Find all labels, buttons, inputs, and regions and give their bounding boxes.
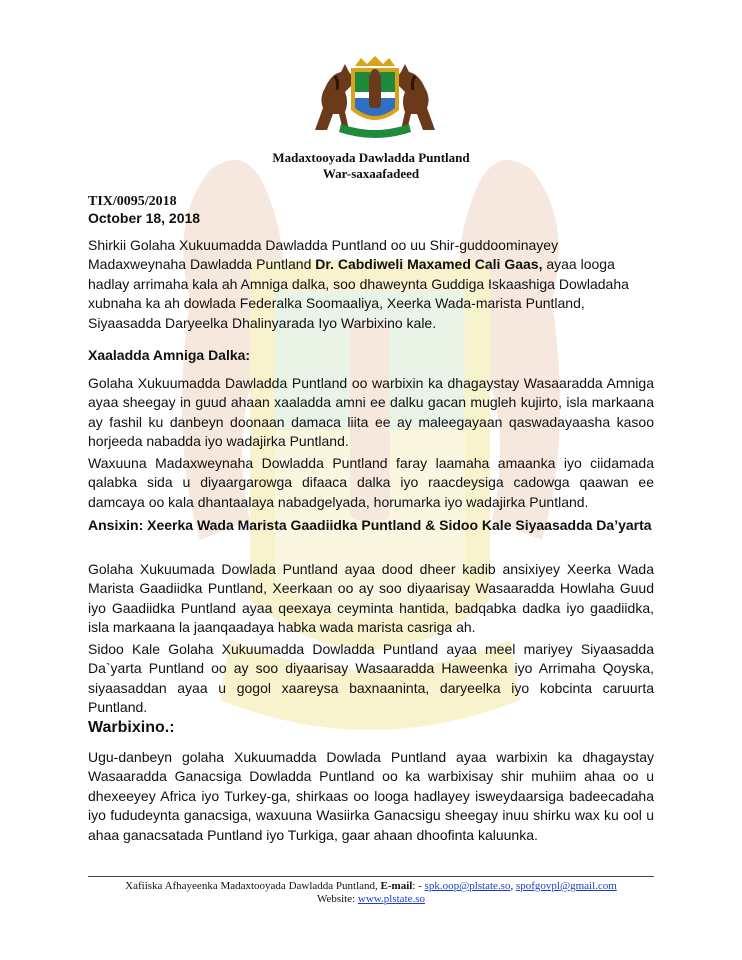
footer-email-separator: : - <box>412 880 425 892</box>
footer-email-label: E-mail <box>380 880 413 892</box>
section-heading-security: Xaaladda Amniga Dalka: <box>88 347 251 363</box>
footer-contact-line <box>0 880 742 892</box>
intro-text-start: Shirkii Golaha Xukuumadda Dawladda Puntland oo uu Shir-guddoominayey Madaxweynaha Dawladda Puntland <box>88 237 559 273</box>
header-organization: Madaxtooyada Dawladda Puntland <box>272 150 470 165</box>
section-approval-paragraph-2: Sidoo Kale Golaha Xukuumadda Dowladda Puntland ayaa meel mariyey Siyaasadda Da`yarta Puntland oo ay soo diyaarisay Wasaaradda Haweenka iyo Arrimaha Qoyska, siyaasaddan ayaa u gogol xaareysa baxnaaninta, daryeelka iyo kobcinta caruurta Puntland. <box>88 641 654 716</box>
footer-comma: , <box>510 880 516 892</box>
footer-website-label: Website: <box>316 893 358 905</box>
footer-website-link[interactable]: www.plstate.so <box>357 893 426 905</box>
section-approval-paragraph-1: Golaha Xukuumada Dowlada Puntland ayaa dood dheer kadib ansixiyey Xeerka Wada Marista Gaadiidka Puntland, Xeerkaan oo ay soo diyaarisay Wasaaradda Howlaha Guud iyo Gaadiidka Puntland ayaa qeexaya ceyminta hantida, badqabka dadka iyo gaadiidka, isla markaana la jaanqaadaya habka wada marista casriga ah. <box>88 561 654 636</box>
section-security-paragraph-1: Golaha Xukuumadda Dawladda Puntland oo warbixin ka dhagaystay Wasaaradda Amniga ayaa sheegay in guud ahaan xaaladda amni ee dalku gacan mugleh kujirto, isla markaana ay fashil ku danbeyn doonaan damaca liita ee ay maleegayaan qaswadayaasha kasoo horjeeda nabadda iyo wadajirka Puntland. <box>88 375 654 450</box>
section-heading-reports: Warbixino.: <box>88 719 175 736</box>
reference-number: TIX/0095/2018 <box>88 194 177 209</box>
footer-email-link-1[interactable]: spk.oop@plstate.so <box>424 880 511 892</box>
release-date: October 18, 2018 <box>88 210 201 226</box>
section-reports-paragraph-1: Ugu-danbeyn golaha Xukuumadda Dowlada Puntland ayaa warbixin ka dhagaystay Wasaaradda Ganacsiga Dowladda Puntland oo ka warbixisay shir muhiim ahaa oo u dhexeeyey Africa iyo Turkey-ga, shirkaas oo looga hadlayey isweydaarsiga badeecadaha iyo fududeynta ganacsiga, waxuuna Wasiirka Ganacsigu sheegay inuu shirku wax ku ool u ahaa ganacsatada Puntland iyo Turkiga, gaar ahaan dhoofinta kaluunka. <box>88 749 654 843</box>
footer-website-line <box>0 893 742 905</box>
president-name: Dr. Cabdiweli Maxamed Cali Gaas, <box>315 256 543 273</box>
section-heading-approval: Ansixin: Xeerka Wada Marista Gaadiidka Puntland & Sidoo Kale Siyaasadda Da’yarta <box>88 517 652 533</box>
footer-email-link-2[interactable]: spofgovpl@gmail.com <box>515 880 617 892</box>
footer-divider <box>88 876 654 877</box>
footer-office: Xafiiska Afhayeenka Madaxtooyada Dawladda Puntland, <box>125 880 381 892</box>
intro-paragraph <box>88 236 654 333</box>
header-doc-type: War-saxaafadeed <box>322 166 420 181</box>
puntland-coat-of-arms-icon <box>305 52 445 140</box>
section-security-paragraph-2: Waxuuna Madaxweynaha Dowladda Puntland faray laamaha amaanka iyo ciidamada qalabka sida u diyaargarowga difaaca dalka iyo raacdeysiga cadowga qaawan ee damcaya oo kala dhantaalaya nabadgelyada, horumarka iyo wadajirka Puntland. <box>88 455 654 510</box>
intro-text-end: ayaa looga hadlay arrimaha kala ah Amniga dalka, soo dhaweynta Guddiga Iskaashiga Dowladaha xubnaha ka ah dowlada Federalka Soomaaliya, Xeerka Wada-marista Puntland, Siyaasadda Daryeelka Dhalinyarada Iyo Warbixino kale. <box>88 256 629 331</box>
